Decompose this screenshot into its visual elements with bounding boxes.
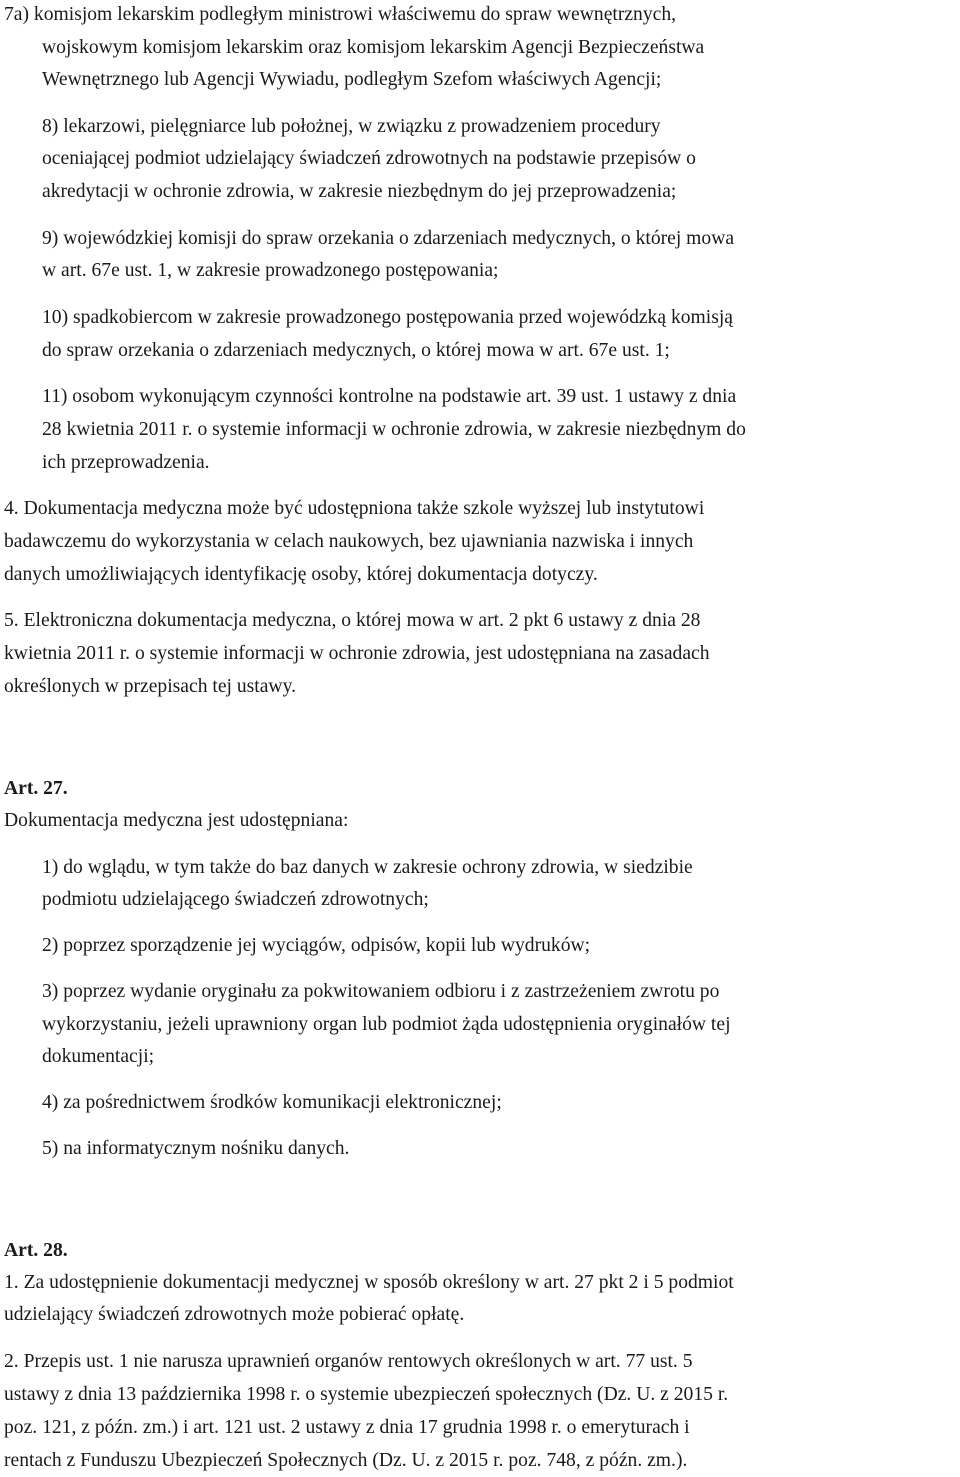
para-4-line-2: badawczemu do wykorzystania w celach naukowych, bez ujawniania nazwiska i innych [4, 531, 694, 552]
item-9-line-2: w art. 67e ust. 1, w zakresie prowadzonego postępowania; [42, 260, 499, 281]
art-27-item-2-line-1: 2) poprzez sporządzenie jej wyciągów, odpisów, kopii lub wydruków; [42, 935, 591, 956]
item-10-line-1: 10) spadkobiercom w zakresie prowadzonego postępowania przed wojewódzką komisją [42, 307, 733, 328]
art-27-item-1-line-1: 1) do wglądu, w tym także do baz danych w zakresie ochrony zdrowia, w siedzibie [42, 857, 693, 878]
para-5-line-3: określonych w przepisach tej ustawy. [4, 676, 297, 697]
art-27-item-5-line-1: 5) na informatycznym nośniku danych. [42, 1138, 350, 1159]
art-27-item-3-line-1: 3) poprzez wydanie oryginału za pokwitowaniem odbioru i z zastrzeżeniem zwrotu po [42, 981, 720, 1002]
para-4-line-1: 4. Dokumentacja medyczna może być udostępniona także szkole wyższej lub instytutowi [4, 498, 705, 519]
art-28-heading: Art. 28. [4, 1240, 68, 1261]
art-28-para-2-line-4: rentach z Funduszu Ubezpieczeń Społecznych (Dz. U. z 2015 r. poz. 748, z późn. zm.). [4, 1450, 688, 1471]
art-28-para-1-line-2: udzielający świadczeń zdrowotnych może pobierać opłatę. [4, 1304, 465, 1325]
art-28-para-2-line-1: 2. Przepis ust. 1 nie narusza uprawnień organów rentowych określonych w art. 77 ust. 5 [4, 1351, 693, 1372]
art-28-para-2-line-2: ustawy z dnia 13 października 1998 r. o systemie ubezpieczeń społecznych (Dz. U. z 2015 r. [4, 1384, 729, 1405]
item-8-line-1: 8) lekarzowi, pielęgniarce lub położnej, w związku z prowadzeniem procedury [42, 116, 661, 137]
art-28-para-1-line-1: 1. Za udostępnienie dokumentacji medycznej w sposób określony w art. 27 pkt 2 i 5 podmiot [4, 1272, 734, 1293]
item-11-line-2: 28 kwietnia 2011 r. o systemie informacji w ochronie zdrowia, w zakresie niezbędnym do [42, 419, 746, 440]
item-8-line-2: oceniającej podmiot udzielający świadczeń zdrowotnych na podstawie przepisów o [42, 148, 696, 169]
art-27-item-3-line-3: dokumentacji; [42, 1046, 155, 1067]
para-5-line-1: 5. Elektroniczna dokumentacja medyczna, o której mowa w art. 2 pkt 6 ustawy z dnia 28 [4, 610, 701, 631]
art-27-intro: Dokumentacja medyczna jest udostępniana: [4, 810, 349, 831]
item-11-line-1: 11) osobom wykonującym czynności kontrolne na podstawie art. 39 ust. 1 ustawy z dnia [42, 386, 737, 407]
item-11-line-3: ich przeprowadzenia. [42, 452, 210, 473]
art-27-heading: Art. 27. [4, 778, 68, 799]
art-27-item-4-line-1: 4) za pośrednictwem środków komunikacji elektronicznej; [42, 1092, 502, 1113]
art-27-item-3-line-2: wykorzystaniu, jeżeli uprawniony organ lub podmiot żąda udostępnienia oryginałów tej [42, 1014, 731, 1035]
art-28-para-2-line-3: poz. 121, z późn. zm.) i art. 121 ust. 2 ustawy z dnia 17 grudnia 1998 r. o emeryturach i [4, 1417, 690, 1438]
item-7a-line-3: Wewnętrznego lub Agencji Wywiadu, podległym Szefom właściwych Agencji; [42, 69, 662, 90]
item-7a-line-2: wojskowym komisjom lekarskim oraz komisjom lekarskim Agencji Bezpieczeństwa [42, 37, 705, 58]
item-10-line-2: do spraw orzekania o zdarzeniach medycznych, o której mowa w art. 67e ust. 1; [42, 340, 670, 361]
item-8-line-3: akredytacji w ochronie zdrowia, w zakresie niezbędnym do jej przeprowadzenia; [42, 181, 677, 202]
para-4-line-3: danych umożliwiających identyfikację osoby, której dokumentacja dotyczy. [4, 564, 598, 585]
para-5-line-2: kwietnia 2011 r. o systemie informacji w ochronie zdrowia, jest udostępniana na zasadach [4, 643, 710, 664]
art-27-item-1-line-2: podmiotu udzielającego świadczeń zdrowotnych; [42, 889, 429, 910]
item-9-line-1: 9) wojewódzkiej komisji do spraw orzekania o zdarzeniach medycznych, o której mowa [42, 228, 735, 249]
item-7a-line-1: 7a) komisjom lekarskim podległym ministrowi właściwemu do spraw wewnętrznych, [4, 4, 677, 25]
